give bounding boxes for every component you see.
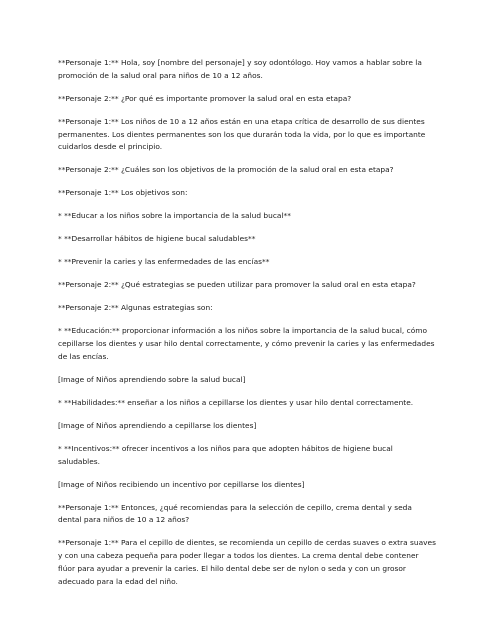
list-item-strategy-education: * **Educación:** proporcionar información a los niños sobre la importancia de la salud bucal, cómo cepillarse los dientes y usar hilo dental correctamente, y cómo prevenir la caries y las enfermedades de las encías.: [58, 326, 435, 361]
list-item-strategy-skills: * **Habilidades:** enseñar a los niños a cepillarse los dientes y usar hilo dental correctamente.: [58, 397, 414, 407]
paragraph-question-objectives: **Personaje 2:** ¿Cuáles son los objetivos de la promoción de la salud oral en esta etapa?: [58, 165, 394, 175]
paragraph-strategies-intro: **Personaje 2:** Algunas estrategias son:: [58, 303, 213, 313]
list-item-objective-prevent: * **Prevenir la caries y las enfermedades de las encías**: [58, 257, 270, 267]
paragraph-question-strategies: **Personaje 2:** ¿Qué estrategias se pueden utilizar para promover la salud oral en esta etapa?: [58, 280, 416, 290]
image-placeholder-brushing: [Image of Niños aprendiendo a cepillarse los dientes]: [58, 420, 257, 430]
paragraph-question-products: **Personaje 1:** Entonces, ¿qué recomiendas para la selección de cepillo, crema dental y seda dental para niños de 10 a 12 años?: [58, 502, 412, 525]
paragraph-answer-products: **Personaje 1:** Para el cepillo de dientes, se recomienda un cepillo de cerdas suaves o extra suaves y con una cabeza pequeña para poder llegar a todos los dientes. La crema dental debe contener flúor para ayudar a prevenir la caries. El hilo dental debe ser de nylon o seda y con un grosor adecuado para la edad del niño.: [58, 538, 436, 586]
image-placeholder-learning: [Image of Niños aprendiendo sobre la salud bucal]: [58, 374, 246, 384]
paragraph-question-importance: **Personaje 2:** ¿Por qué es importante promover la salud oral en esta etapa?: [58, 93, 352, 103]
paragraph-objectives-intro: **Personaje 1:** Los objetivos son:: [58, 188, 188, 198]
paragraph-intro: **Personaje 1:** Hola, soy [nombre del personaje] y soy odontólogo. Hoy vamos a hablar sobre la promoción de la salud oral para niños de 10 a 12 años.: [58, 58, 422, 80]
image-placeholder-incentive: [Image of Niños recibiendo un incentivo por cepillarse los dientes]: [58, 479, 305, 489]
list-item-strategy-incentives: * **Incentivos:** ofrecer incentivos a los niños para que adopten hábitos de higiene bucal saludables.: [58, 443, 393, 466]
paragraph-answer-importance: **Personaje 1:** Los niños de 10 a 12 años están en una etapa crítica de desarrollo de sus dientes permanentes. Los dientes permanentes son los que durarán toda la vida, por lo que es importante cuidarlos desde el principio.: [58, 116, 426, 152]
list-item-objective-habits: * **Desarrollar hábitos de higiene bucal saludables**: [58, 234, 256, 244]
list-item-objective-educate: * **Educar a los niños sobre la importancia de la salud bucal**: [58, 211, 291, 221]
